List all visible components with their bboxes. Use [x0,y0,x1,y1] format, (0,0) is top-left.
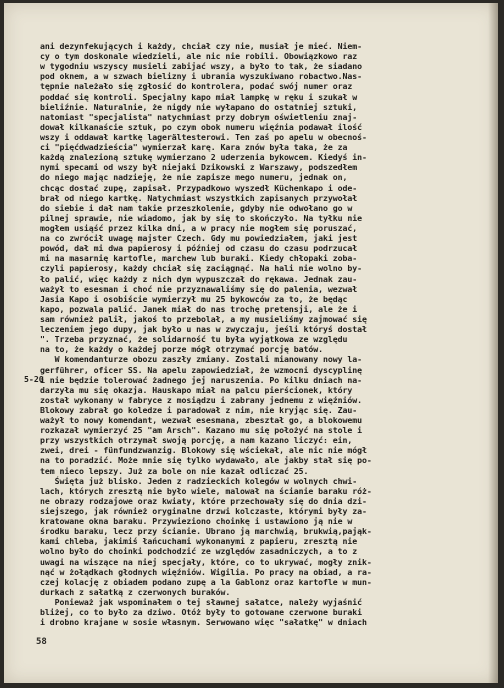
text-line: pod oknem, a w szwach bielizny i ubrania wyszukiwano robactwo.Nas- [40,71,363,82]
text-line: chcąc dostać zupę, zapisał. Przypadkowo wyszedł Küchenkapo i ode- [40,182,358,193]
text-line: pilnej sprawie, nie wiadomo, jak by się to skończyło. Na tyłku nie [40,212,363,223]
text-line: bliżej, co to było za dziwo. Otóż były to gotowane czerwone buraki [40,607,363,618]
text-line: ło palić, więc każdy z nich dym wypuszczał do rękawa. Jednak zau- [40,273,358,284]
text-line: i drobno krajane w sosie własnym. Serwowano więc "sałatkę" w dniach [40,617,367,628]
text-line: brał od niego kartkę. Natychmiast wszystkich zapisanych przywołał [40,192,358,203]
text-line: leczeniem jego dupy, jak było u nas w zwyczaju, jeśli któryś dostał [40,324,367,335]
text-line: tem nieco lepszy. Już za bole on nie kazał odliczać 25. [40,465,309,476]
text-line: poddać się kontroli. Specjalny kapo miał lampkę w ręku i szukał w [40,91,358,102]
text-line: został wykonany w fabryce z mosiądzu i zabrany jednemu z więźniów. [40,394,363,405]
text-line: gerführer, oficer SS. Na apelu zapowiedział, że wzmocni dyscyplinę [40,364,363,375]
text-line: rozkazał wymierzyć 25 "am Arsch". Kazano mu się położyć na stole i [40,425,363,436]
text-line: czyli papierosy, każdy chciał się zaciągnąć. Na hali nie wolno by- [40,263,363,274]
text-line: ważył to esesman i choć nie przyznawaliśmy się do palenia, wezwał [40,283,358,294]
text-line: przy wszystkich otrzymał swoją porcję, a nam kazano liczyć: ein, [40,435,353,446]
text-line: do siebie i dał nam takie przeszkolenie, gdyby nie odwołano go w [40,202,353,213]
text-line: kapo, pozwala palić. Janek miał do nas trochę pretensji, ale że i [40,303,358,314]
text-line: lach, których zresztą nie było wiele, malował na ścianie baraku róż- [40,485,372,496]
text-line: durkach z sałatką z czerwonych buraków. [40,586,231,597]
text-line: i nie będzie tolerować żadnego jej naruszenia. Po kilku dniach na- [40,374,363,385]
text-line: natomiast "specjalista" natychmiast przy dobrym oświetleniu znaj- [40,111,358,122]
text-line: mi na masarnię kartofle, marchew lub buraki. Kiedy chłopaki zoba- [40,253,358,264]
text-line: bieliźnie. Naturalnie, że nigdy nie wyłapano do ostatniej sztuki, [40,101,358,112]
book-page [4,3,498,683]
text-line: w tygodniu wszyscy musieli zabijać wszy, a było to tak, że siadano [40,61,363,72]
text-line: czej kolację z obiadem podano zupę a la Gablonz oraz kartofle w mun- [40,576,372,587]
text-line: Święta już blisko. Jeden z radzieckich kolegów w wolnych chwi- [40,475,358,486]
text-line: nąć w żołądkach głodnych więźniów. Wigilia. Po pracy na obiad, a ra- [40,566,372,577]
text-line: Blokowy zabrał go koledze i paradował z nim, nie kryjąc się. Zau- [40,404,358,415]
text-line: sam również palił, jakoś to przebolał, a my musieliśmy zajmować się [40,313,367,324]
body-text [40,41,480,627]
text-line: do niego mając nadzieję, że nie zapisze mego numeru, jednak on, [40,172,348,183]
text-line: ne obrazy rodzajowe oraz kwiaty, które przechowały się do dnia dzi- [40,495,367,506]
text-line: każdą znalezioną sztukę wymierzano 2 uderzenia bykowcem. Kiedyś in- [40,152,367,163]
page-edge-shadow [488,3,498,683]
text-line: ". Trzeba przyznać, że solidarność tu była wyjątkowa ze względu [40,334,348,345]
text-line: wszy i oddawał kartkę lagerältesterowi. Ten zaś po apelu w obecnoś- [40,131,367,142]
text-line: ważył to nowy komendant, wezwał esesmana, zbeształ go, a blokowemu [40,415,363,426]
text-line: cy o tym doskonale wiedzieli, ale nic nie robili. Obowiązkowo raz [40,51,358,62]
text-line: powód, dał mi dwa papierosy i później od czasu do czasu podrzucał [40,243,358,254]
text-line: darzyła mu się okazja. Hauskapo miał na palcu pierścionek, który [40,384,353,395]
text-line: W komendanturze obozu zaszły zmiany. Zostali mianowany nowy la- [40,354,363,365]
text-line: Jasia Kapo i osobiście wymierzył mu 25 bykowców za to, że będąc [40,293,348,304]
text-line: nymi specami od wszy był niejaki Dzikowski z Warszawy, podszedłem [40,162,358,173]
text-line: Ponieważ jak wspominałem o tej sławnej sałatce, należy wyjaśnić [40,597,363,608]
text-line: na to, że każdy o każdej porze mógł otrzymać porcję batów. [40,344,323,355]
text-line: kami chleba, jakimiś łańcuchami wykonanymi z papieru, zresztą nie [40,536,358,547]
text-line: uwagi na wiszące na niej specjały, które, co to ukrywać, mogły znik- [40,556,372,567]
text-line: zwei, drei - fünfundzwanzig. Blokowy się wściekał, ale nic nie mógł [40,445,367,456]
text-line: na to poradzić. Może mnie się tylko wydawało, ale jakby stał się po- [40,455,372,466]
text-line: tępnie należało się zgłosić do kontrolera, podać swój numer oraz [40,81,353,92]
text-line: wolno było do choinki podchodzić ze względów zasadniczych, a to z [40,546,358,557]
text-line: siejszego, jak również oryginalne drzwi kolczaste, którymi były za- [40,506,367,517]
text-line: mogłem usiąść przez kilka dni, a w pracy nie mogłem się poruszać, [40,222,358,233]
text-line: ci "pięćdwadzieścia" wymierzał karę. Kara znów była taka, że za [40,142,348,153]
text-line: środku baraku, lecz przy ścianie. Ubrano ją marchwią, brukwią,pająk- [40,526,372,537]
margin-note: 5-20 [24,374,44,384]
text-line: kratowane okna baraku. Przywieziono choinkę i ustawiono ją nie w [40,516,353,527]
text-line: ani dezynfekujących i każdy, chciał czy nie, musiał je mieć. Niem- [40,41,363,51]
text-line: na co zwrócił uwagę majster Czech. Gdy mu powiedziałem, jaki jest [40,233,358,244]
page-number: 58 [36,637,47,647]
text-line: dował kilkanaście sztuk, po czym obok numeru więźnia podawał ilość [40,121,363,132]
